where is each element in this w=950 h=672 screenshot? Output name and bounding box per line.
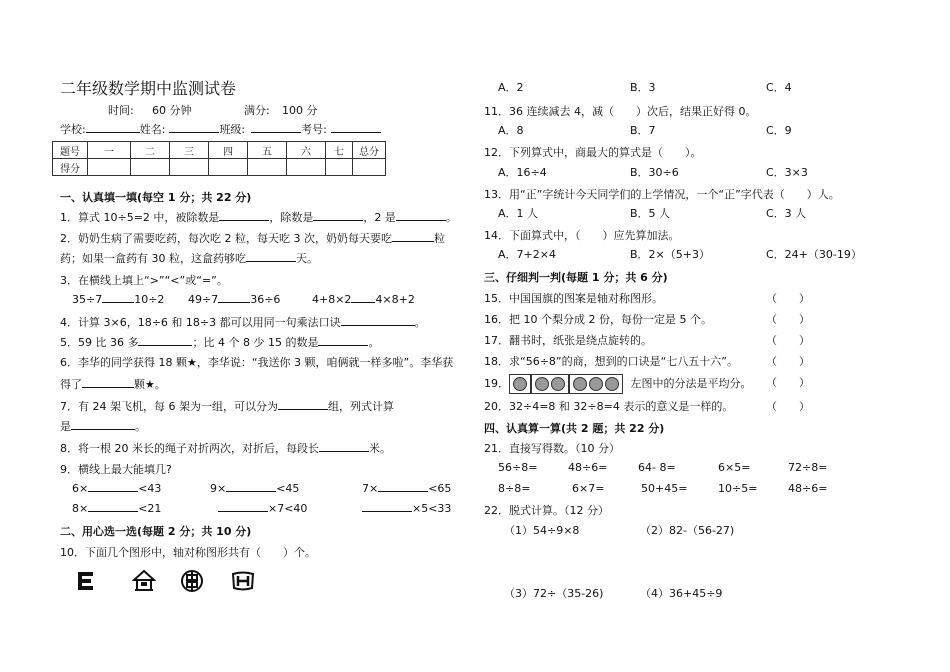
question-text: 7．有 24 架飞机，每 6 架为一组，可以分为 — [60, 400, 278, 413]
expr-text: <65 — [428, 482, 452, 495]
oral-calc-item[interactable]: 56÷8= — [498, 461, 538, 474]
question-text: 颗★。 — [134, 378, 166, 391]
question-text: 组，列式计算 — [327, 400, 394, 413]
score-input-cell[interactable] — [209, 159, 248, 176]
expr-text: 49÷7 — [188, 293, 219, 306]
score-table — [52, 141, 386, 176]
score-label: 满分: — [244, 104, 270, 117]
choice-option[interactable]: B．7 — [630, 124, 656, 137]
table-cell: 题号 — [53, 142, 88, 159]
id-field[interactable] — [331, 122, 381, 133]
max-fill-5 — [218, 501, 307, 515]
question-16: 16．把 10 个梨分成 2 份，每份一定是 5 个。 — [484, 313, 712, 326]
answer-blank[interactable] — [396, 210, 446, 221]
table-cell: 一 — [88, 142, 131, 159]
choice-option[interactable]: A．8 — [498, 124, 524, 137]
class-label: 班级: — [219, 123, 246, 136]
compare-expr-2 — [188, 292, 280, 306]
question-text: 米。 — [369, 442, 391, 455]
answer-blank[interactable] — [278, 399, 328, 410]
table-cell: 二 — [131, 142, 170, 159]
question-text: ，2 是 — [363, 211, 396, 224]
question-text: 。 — [414, 316, 426, 329]
score-table-header-row — [53, 142, 386, 159]
division-figure — [531, 374, 569, 394]
question-text: 8．将一根 20 米长的绳子对折两次，对折后，每段长 — [60, 442, 319, 455]
question-18: 18．求“56÷8”的商，想到的口诀是“七八五十六”。 — [484, 355, 739, 368]
question-text: 药；如果一盒药有 30 粒，这盒药够吃 — [60, 252, 246, 265]
section-heading: 四、认真算一算(共 2 题；共 22 分) — [484, 422, 665, 435]
expr-text: ×7<40 — [268, 502, 308, 515]
oral-calc-item[interactable]: 72÷8= — [788, 461, 828, 474]
expr-text: 10÷2 — [134, 293, 165, 306]
section-heading: 二、用心选一选(每题 2 分；共 10 分) — [60, 525, 252, 538]
compare-expr-3 — [312, 292, 415, 306]
judge-answer-box[interactable]: （ ） — [766, 313, 810, 326]
oral-calc-item[interactable]: 8÷8= — [498, 482, 531, 495]
answer-blank[interactable] — [102, 292, 134, 303]
question-text: 1．算式 10÷5=2 中，被除数是 — [60, 211, 220, 224]
score-input-cell[interactable] — [170, 159, 209, 176]
expr-text: <45 — [276, 482, 300, 495]
oral-calc-item[interactable]: 50+45= — [641, 482, 688, 495]
question-12: 12．下列算式中，商最大的算式是（ ）。 — [484, 146, 702, 159]
id-label: 考号: — [301, 123, 327, 136]
name-label: 姓名: — [139, 123, 166, 136]
oral-calc-item[interactable]: 6×5= — [718, 461, 751, 474]
question-22: 22．脱式计算。（12 分） — [484, 504, 609, 517]
question-text: 19． — [484, 377, 509, 390]
answer-blank[interactable] — [362, 501, 412, 512]
table-cell: 五 — [248, 142, 287, 159]
expr-text: 6× — [72, 482, 89, 495]
choice-option[interactable]: C．4 — [766, 81, 792, 94]
oral-calc-item[interactable]: 64- 8= — [638, 461, 676, 474]
score-value: 100 分 — [282, 104, 318, 117]
expr-text: <43 — [138, 482, 162, 495]
house-logo-figure-icon — [132, 569, 156, 593]
honda-logo-figure-icon — [231, 571, 255, 591]
class-field[interactable] — [251, 122, 301, 133]
circle-icon — [551, 377, 565, 391]
choice-option[interactable]: B．5 人 — [630, 207, 671, 220]
oral-calc-item[interactable]: 6×7= — [572, 482, 605, 495]
school-field[interactable] — [86, 122, 140, 133]
score-input-cell[interactable] — [353, 159, 386, 176]
table-cell: 六 — [287, 142, 326, 159]
time-value: 60 分钟 — [152, 104, 192, 117]
school-label: 学校: — [60, 123, 86, 136]
question-14: 14．下面算式中，（ ）应先算加法。 — [484, 229, 680, 242]
choice-option[interactable]: B．30÷6 — [630, 166, 679, 179]
circle-icon — [535, 377, 549, 391]
table-cell: 四 — [209, 142, 248, 159]
answer-blank[interactable] — [71, 419, 135, 430]
step-calc-item: （4）36+45÷9 — [640, 587, 723, 600]
oral-calc-item[interactable]: 48÷6= — [568, 461, 608, 474]
circle-icon — [589, 377, 603, 391]
answer-blank[interactable] — [392, 231, 434, 242]
answer-blank[interactable] — [88, 481, 138, 492]
answer-blank[interactable] — [88, 501, 138, 512]
answer-blank[interactable] — [82, 377, 134, 388]
answer-blank[interactable] — [138, 335, 192, 346]
question-text: 左图中的分法是平均分。 — [630, 377, 752, 390]
score-input-cell[interactable] — [131, 159, 170, 176]
answer-blank[interactable] — [226, 481, 276, 492]
table-cell: 总分 — [353, 142, 386, 159]
question-21: 21．直接写得数。（10 分） — [484, 442, 620, 455]
score-input-cell[interactable] — [326, 159, 353, 176]
choice-option[interactable]: A．1 人 — [498, 207, 539, 220]
max-fill-3 — [362, 481, 451, 495]
question-11: 11．36 连续减去 4，减（ ）次后，结果正好得 0。 — [484, 105, 757, 118]
score-table-score-row — [53, 159, 386, 176]
question-text: 是 — [60, 420, 71, 433]
question-1 — [60, 209, 457, 225]
step-calc-item: （3）72÷（35-26) — [504, 587, 604, 600]
max-fill-4 — [72, 501, 161, 515]
choice-option[interactable]: C．24+（30-19） — [766, 248, 862, 261]
question-2 — [60, 230, 445, 246]
max-fill-1 — [72, 481, 161, 495]
question-3: 3．在横线上填上“>”“<”或“=”。 — [60, 274, 228, 287]
expr-text: 9× — [210, 482, 227, 495]
question-15: 15．中国国旗的图案是轴对称图形。 — [484, 292, 663, 305]
max-fill-6 — [362, 501, 451, 515]
time-label: 时间: — [108, 104, 134, 117]
letter-e-figure-icon — [76, 571, 96, 591]
question-text: ；比 4 个 8 少 15 的数是 — [192, 336, 319, 349]
question-10: 10．下面几个图形中，轴对称图形共有（ ）个。 — [60, 546, 316, 559]
answer-blank[interactable] — [218, 292, 250, 303]
expr-text: ×5<33 — [412, 502, 452, 515]
max-fill-2 — [210, 481, 299, 495]
judge-answer-box[interactable]: （ ） — [766, 376, 810, 389]
question-6: 6．李华的同学获得 18 颗★，李华说：“我送你 3 颗，咱俩就一样多啦”。李华获 — [60, 356, 454, 369]
choice-option[interactable]: A．2 — [498, 81, 524, 94]
question-text: 天。 — [296, 252, 318, 265]
table-cell: 三 — [170, 142, 209, 159]
choice-option[interactable]: B．2×（5+3） — [630, 248, 710, 261]
question-5 — [60, 334, 379, 350]
question-6-cont — [60, 376, 166, 392]
question-text: 2．奶奶生病了需要吃药，每次吃 2 粒，每天吃 3 次，奶奶每天要吃 — [60, 232, 392, 245]
question-13: 13．用“正”字统计今天同学们的上学情况，一个“正”字代表（ ）人。 — [484, 188, 840, 201]
answer-blank[interactable] — [313, 210, 363, 221]
score-input-cell[interactable] — [88, 159, 131, 176]
expr-text: 4×8+2 — [375, 293, 415, 306]
judge-answer-box[interactable]: （ ） — [766, 355, 810, 368]
expr-text: 36÷6 — [250, 293, 281, 306]
question-text: 粒 — [433, 232, 445, 245]
name-field[interactable] — [169, 122, 219, 133]
choice-option[interactable]: C．3 人 — [766, 207, 807, 220]
expr-text: 7× — [362, 482, 379, 495]
question-text: ，除数是 — [269, 211, 314, 224]
expr-text: 4+8×2 — [312, 293, 352, 306]
question-9: 9．横线上最大能填几? — [60, 463, 172, 476]
choice-option[interactable]: A．16÷4 — [498, 166, 547, 179]
table-cell: 得分 — [53, 159, 88, 176]
question-text: 4．计算 3×6，18÷6 和 18÷3 都可以用同一句乘法口诀 — [60, 316, 341, 329]
score-input-cell[interactable] — [248, 159, 287, 176]
answer-blank[interactable] — [319, 441, 369, 452]
answer-blank[interactable] — [341, 315, 415, 326]
compare-expr-1 — [72, 292, 164, 306]
question-text: 得了 — [60, 378, 82, 391]
answer-blank[interactable] — [246, 251, 296, 262]
circle-icon — [513, 377, 527, 391]
question-19 — [484, 374, 752, 394]
division-figure — [509, 374, 531, 394]
judge-answer-box[interactable]: （ ） — [766, 334, 810, 347]
question-17: 17．翻书时，纸张是绕点旋转的。 — [484, 334, 652, 347]
step-calc-item: （2）82-（56-27) — [640, 524, 735, 537]
step-calc-item: （1）54÷9×8 — [504, 524, 580, 537]
oral-calc-item[interactable]: 10÷5= — [718, 482, 758, 495]
score-input-cell[interactable] — [287, 159, 326, 176]
question-2-cont — [60, 250, 318, 266]
answer-blank[interactable] — [218, 501, 268, 512]
section-heading: 三、仔细判一判(每题 1 分；共 6 分) — [484, 271, 668, 284]
section-heading: 一、认真填一填(每空 1 分；共 22 分) — [60, 191, 252, 204]
bank-logo-figure-icon — [180, 569, 204, 593]
student-info-line — [60, 121, 381, 137]
question-text: 。 — [135, 420, 146, 433]
question-text: 。 — [445, 211, 457, 224]
choice-option[interactable]: B．3 — [630, 81, 656, 94]
judge-answer-box[interactable]: （ ） — [766, 292, 810, 305]
circle-icon — [605, 377, 619, 391]
page-title: 二年级数学期中监测试卷 — [60, 79, 237, 98]
question-text: 。 — [368, 336, 380, 349]
division-figure — [569, 374, 623, 394]
choice-option[interactable]: C．3×3 — [766, 166, 808, 179]
judge-answer-box[interactable]: （ ） — [766, 400, 810, 413]
answer-blank[interactable] — [351, 292, 375, 303]
question-8 — [60, 440, 391, 456]
expr-text: 35÷7 — [72, 293, 103, 306]
answer-blank[interactable] — [378, 481, 428, 492]
question-4 — [60, 314, 426, 330]
table-cell: 七 — [326, 142, 353, 159]
answer-blank[interactable] — [219, 210, 269, 221]
choice-option[interactable]: A．7+2×4 — [498, 248, 556, 261]
question-text: 5．59 比 36 多 — [60, 336, 139, 349]
question-20: 20．32÷4=8 和 32÷8=4 表示的意义是一样的。 — [484, 400, 734, 413]
oral-calc-item[interactable]: 48÷6= — [788, 482, 828, 495]
choice-option[interactable]: C．9 — [766, 124, 792, 137]
answer-blank[interactable] — [318, 335, 368, 346]
expr-text: <21 — [138, 502, 162, 515]
question-7-cont — [60, 418, 146, 434]
circle-icon — [573, 377, 587, 391]
question-7 — [60, 398, 394, 414]
expr-text: 8× — [72, 502, 89, 515]
